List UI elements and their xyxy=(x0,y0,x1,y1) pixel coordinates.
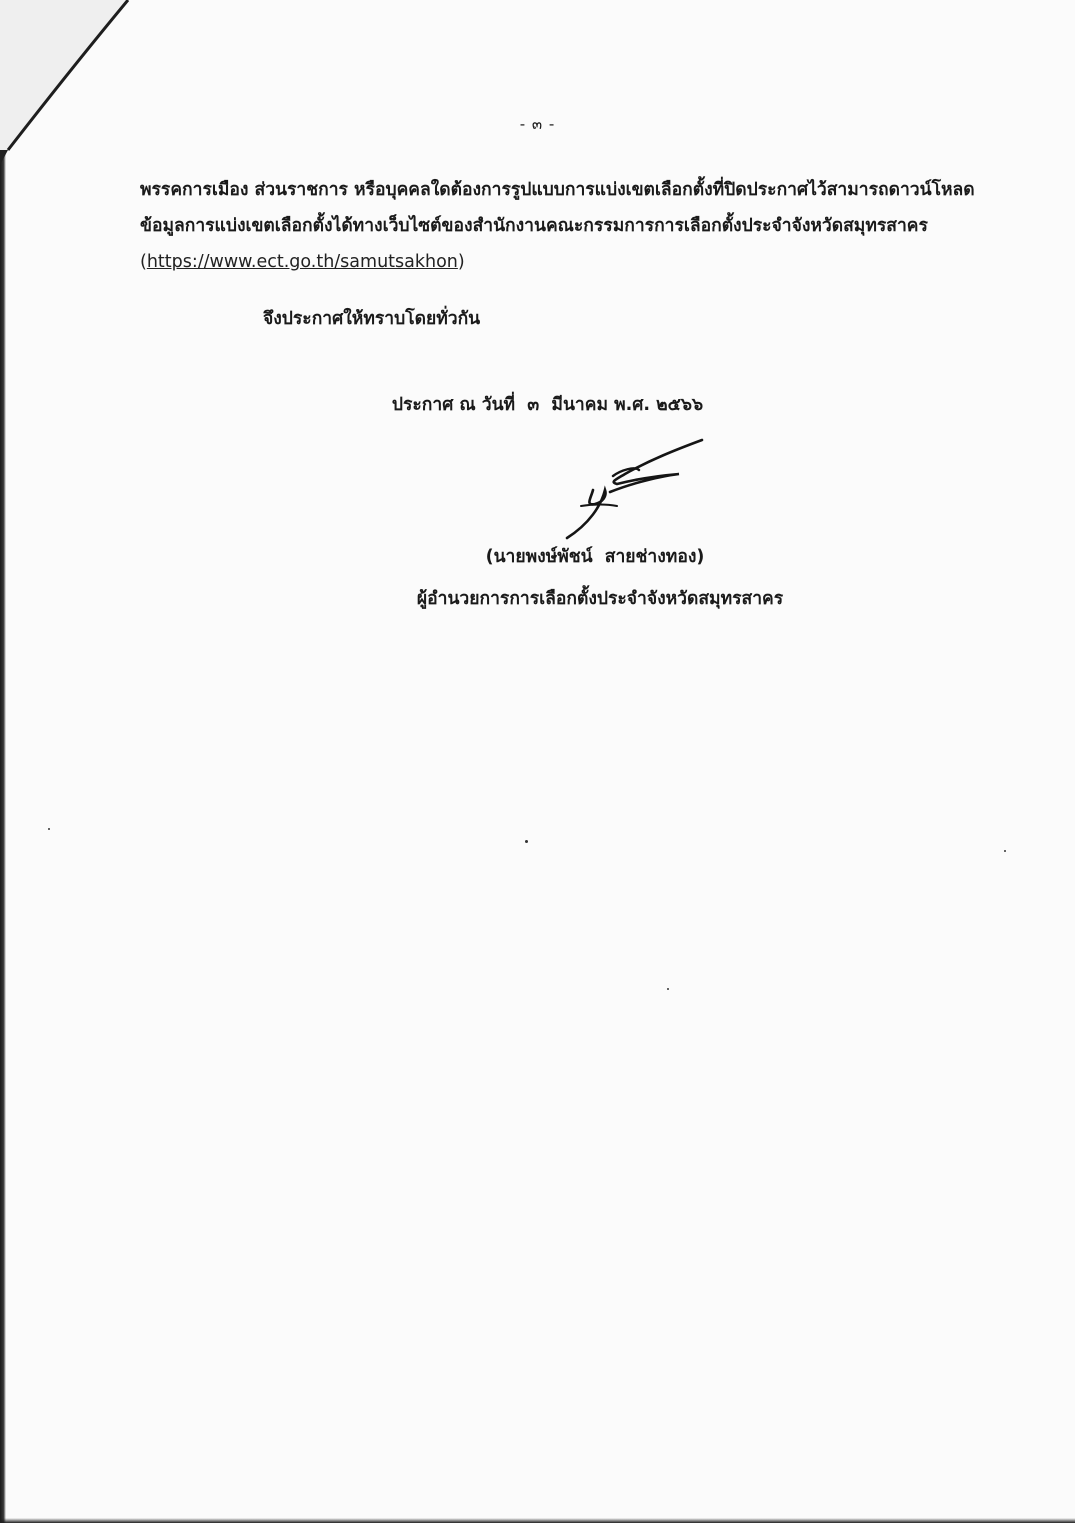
signer-title: ผู้อำนวยการการเลือกตั้งประจำจังหวัดสมุทรสาคร xyxy=(416,589,784,609)
url-open-paren: ( xyxy=(140,252,147,272)
website-reference xyxy=(140,244,970,280)
closing-statement: จึงประกาศให้ทราบโดยทั่วกัน xyxy=(263,309,481,329)
announcement-date: ประกาศ ณ วันที่ ๓ มีนาคม พ.ศ. ๒๕๖๖ xyxy=(391,395,704,415)
scan-speck xyxy=(667,988,669,990)
scan-edge-left xyxy=(0,0,6,1523)
page-number: - ๓ - xyxy=(519,115,556,133)
website-link[interactable]: https://www.ect.go.th/samutsakhon xyxy=(146,252,458,272)
handwritten-signature xyxy=(555,432,715,547)
announcement-body xyxy=(140,172,975,280)
scan-edge-bottom xyxy=(0,1518,1075,1523)
scan-speck xyxy=(525,840,528,843)
signer-name: (นายพงษ์พัชน์ สายช่างทอง) xyxy=(485,547,705,567)
body-line-2: ข้อมูลการแบ่งเขตเลือกตั้งได้ทางเว็บไซต์ของสำนักงานคณะกรรมการการเลือกตั้งประจำจังหวัดสมุทรสาคร xyxy=(140,216,928,236)
url-close-paren: ) xyxy=(457,252,465,272)
scan-speck xyxy=(1004,850,1006,852)
folded-corner-shadow xyxy=(0,0,140,170)
body-line-1: พรรคการเมือง ส่วนราชการ หรือบุคคลใดต้องการรูปแบบการแบ่งเขตเลือกตั้งที่ปิดประกาศไว้สามารถดาวน์โหลด xyxy=(140,180,975,200)
scan-speck xyxy=(48,828,50,830)
